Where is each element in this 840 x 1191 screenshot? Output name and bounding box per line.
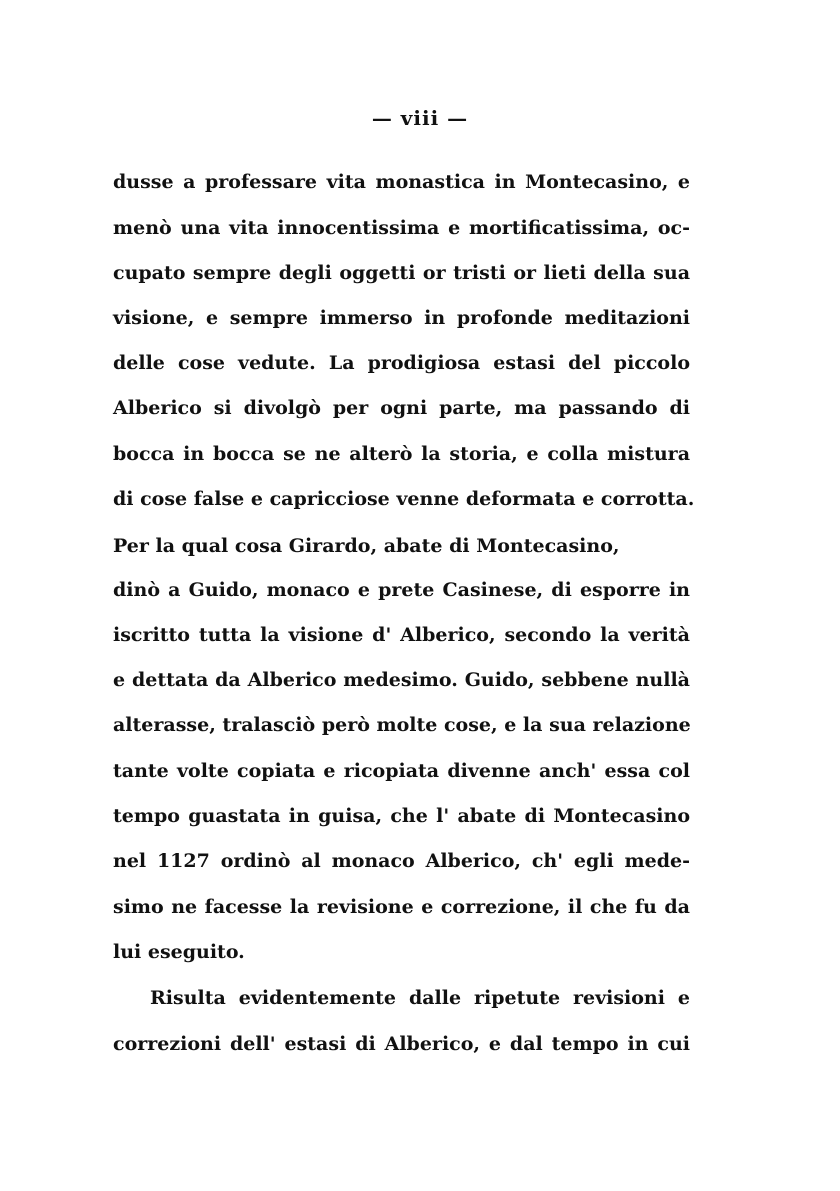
text-line: Alberico si divolgò per ogni parte, ma passando di [113,397,690,419]
text-line: e dettata da Alberico medesimo. Guido, sebbene nullà [113,669,690,691]
text-line: tempo guastata in guisa, che l' abate di Montecasino [113,805,690,827]
text-line: dusse a professare vita monastica in Montecasino, e [113,171,690,193]
text-line: dinò a Guido, monaco e prete Casinese, di esporre in [113,579,690,601]
text-line: alterasse, tralasciò però molte cose, e la sua relazione [113,714,691,736]
text-line: menò una vita innocentissima e mortificatissima, oc- [113,217,690,239]
text-line: correzioni dell' estasi di Alberico, e dal tempo in cui [113,1033,690,1055]
text-line: cupato sempre degli oggetti or tristi or lieti della sua [113,262,690,284]
text-line: Per la qual cosa Girardo, abate di Montecasino, [113,535,620,557]
text-line: bocca in bocca se ne alterò la storia, e colla mistura [113,443,690,465]
text-line: simo ne facesse la revisione e correzione, il che fu da [113,896,690,918]
text-line: lui eseguito. [113,941,245,963]
text-line: iscritto tutta la visione d' Alberico, secondo la verità [113,624,690,646]
page-number-header: — viii — [371,106,469,130]
text-line: nel 1127 ordinò al monaco Alberico, ch' egli mede- [113,850,690,872]
text-line: tante volte copiata e ricopiata divenne anch' essa col [113,760,690,782]
text-line: visione, e sempre immerso in profonde meditazioni [113,307,690,329]
text-line: di cose false e capricciose venne deformata e corrotta. [113,488,695,510]
text-line: delle cose vedute. La prodigiosa estasi del piccolo [113,352,690,374]
text-line: Risulta evidentemente dalle ripetute revisioni e [150,987,690,1009]
